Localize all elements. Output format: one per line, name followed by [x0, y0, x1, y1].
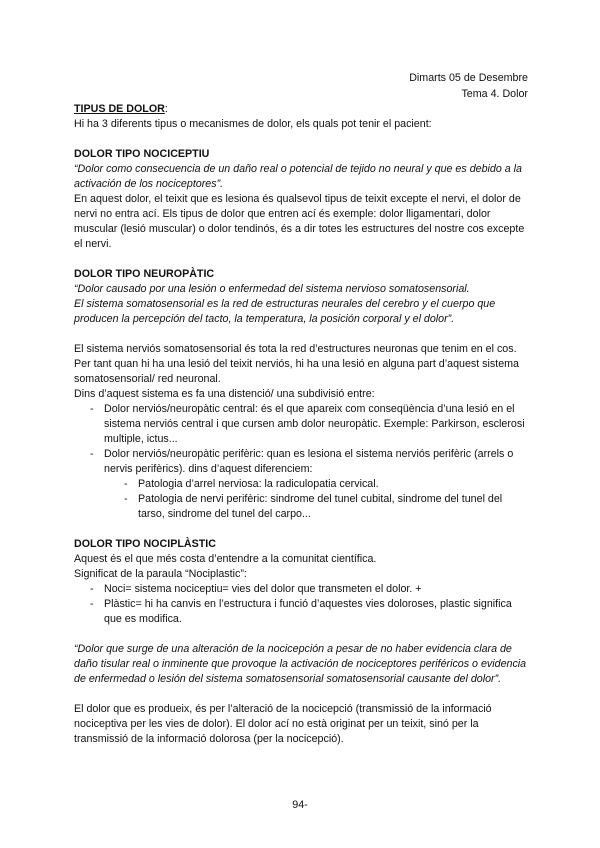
neuropatic-sub-2: Patologia de nervi perifèric: sindrome del tunel cubital, sindrome del tunel del tarso, sindrome del tunel del carpo...	[138, 493, 503, 520]
neuropatic-item-central: Dolor nerviós/neuropàtic central: és el que apareix com conseqüència d’una lesió en el sistema nerviós central i que cursen amb dolor neuropàtic. Exemple: Parkirson, esclerosi multiple, ictus...	[104, 403, 525, 445]
tipus-colon: :	[164, 103, 168, 115]
nociplastic-body-1: Aquest és el que més costa d’entendre a la comunitat científica.	[74, 553, 377, 565]
nociplastic-section	[74, 537, 530, 747]
list-item	[92, 582, 530, 597]
neuropatic-list	[74, 402, 530, 522]
nociceptiu-title: DOLOR TIPO NOCICEPTIU	[74, 148, 210, 160]
tipus-title: TIPUS DE DOLOR	[74, 103, 165, 115]
neuropatic-title: DOLOR TIPO NEUROPÀTIC	[74, 268, 215, 280]
neuropatic-section	[74, 267, 530, 522]
tipus-section	[74, 102, 530, 132]
neuropatic-quote-1: “Dolor causado por una lesión o enfermedad del sistema nervioso somatosensorial.	[74, 283, 470, 295]
tipus-intro: Hi ha 3 diferents tipus o mecanismes de dolor, els quals pot tenir el pacient:	[74, 118, 432, 130]
nociplastic-body-3: El dolor que es produeix, és per l’alteració de la nocicepció (transmissió de la informació nociceptiva per les vies de dolor). El dolor ací no està originat per un teixit, sinó per la transmissió de la informació dolorosa (per la nocicepció).	[74, 703, 492, 745]
page-number: 94-	[292, 799, 308, 811]
list-item	[92, 597, 530, 627]
nociplastic-quote: “Dolor que surge de una alteración de la nocicepción a pesar de no haber evidencia clara de daño tisular real o inminente que provoque la activación de nociceptores periféricos o evidencia de enfermedad o lesión del sistema somatosensorial somatosensorial causante del dolor”.	[74, 643, 527, 685]
neuropatic-sub-1: Patologia d’arrel nerviosa: la radiculopatia cervical.	[138, 478, 379, 490]
nociceptiu-quote: “Dolor como consecuencia de un daño real o potencial de tejido no neural y que es debido a la activación de los nociceptores”.	[74, 163, 522, 190]
nociplastic-item-1: Noci= sistema nociceptiu= vies del dolor que transmeten el dolor. +	[104, 583, 422, 595]
neuropatic-body-2: Dins d’aquest sistema es fa una distenció/ una subdivisió entre:	[74, 388, 375, 400]
list-item	[92, 447, 530, 522]
nociceptiu-body: En aquest dolor, el teixit que es lesiona és qualsevol tipus de teixit excepte el nervi, el dolor de nervi no entra ací. Els tipus de dolor que entren ací és exemple: dolor lligamentari, dolor muscular (lesió muscular) o dolor tendinós, és a dir totes les estructures del nostre cos excepte el nervi.	[74, 193, 525, 250]
document-page	[74, 70, 530, 747]
nociplastic-list	[74, 582, 530, 627]
neuropatic-item-periferic: Dolor nerviós/neuropàtic perifèric: quan es lesiona el sistema nerviós perifèric (arrels o nervis perifèrics). dins d’aquest diferenciem:	[104, 448, 514, 475]
header-topic: Tema 4. Dolor	[461, 88, 528, 100]
neuropatic-body-1: El sistema nerviós somatosensorial és tota la red d’estructures neuronas que tenim en el cos. Per tant quan hi ha una lesió del teixit nerviós, hi ha una lesió en alguna part d’aquest sistema somatosensorial/ red neuronal.	[74, 343, 520, 385]
list-item	[126, 477, 530, 492]
nociplastic-item-2: Plàstic= hi ha canvis en l’estructura i funció d’aquestes vies doloroses, plastic significa que es modifica.	[104, 598, 512, 625]
page-header	[74, 70, 528, 102]
neuropatic-quote-2: El sistema somatosensorial es la red de estructuras neurales del cerebro y el cuerpo que producen la percepción del tacto, la temperatura, la posición corporal y el dolor”.	[74, 298, 496, 325]
tipus-heading	[74, 102, 530, 117]
list-item	[126, 492, 530, 522]
nociplastic-title: DOLOR TIPO NOCIPLÀSTIC	[74, 538, 216, 550]
header-date: Dimarts 05 de Desembre	[409, 72, 528, 84]
neuropatic-sublist	[104, 477, 530, 522]
nociplastic-body-2: Significat de la paraula “Nociplastic”:	[74, 568, 247, 580]
list-item	[92, 402, 530, 447]
nociceptiu-section	[74, 147, 530, 252]
